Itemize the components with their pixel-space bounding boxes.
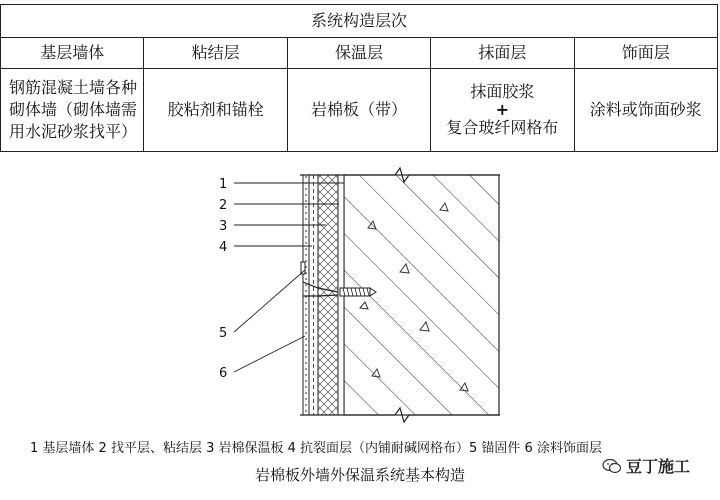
render-line-2: 复合玻纤网格布 [446, 118, 559, 137]
render-line-1: 抹面胶浆 [470, 82, 535, 101]
finish-layer [303, 175, 309, 415]
figure-title: 岩棉板外墙外保温系统基本构造 [254, 466, 465, 484]
watermark-text: 豆丁施工 [626, 457, 691, 476]
header-render-layer: 抹面层 [431, 38, 574, 69]
label-5: 5 [219, 326, 228, 341]
diagram-legend: 1 基层墙体 2 找平层、粘结层 3 岩棉保温板 4 抗裂面层（内铺耐碱网格布）5 锚固件 6 涂料饰面层 [30, 441, 602, 456]
label-4: 4 [219, 240, 228, 255]
cropped-text-line [0, 488, 720, 500]
label-3: 3 [219, 219, 228, 234]
cell-finish-layer: 涂料或饰面砂浆 [574, 69, 717, 152]
label-2: 2 [219, 198, 228, 213]
wechat-icon [602, 458, 622, 474]
cell-insulation-layer: 岩棉板（带） [287, 69, 430, 152]
header-finish-layer: 饰面层 [574, 38, 717, 69]
watermark [602, 454, 690, 477]
table-caption: 系统构造层次 [1, 5, 718, 38]
label-1: 1 [219, 177, 228, 192]
header-insulation-layer: 保温层 [287, 38, 430, 69]
label-6: 6 [219, 366, 228, 381]
header-bond-layer: 粘结层 [144, 38, 287, 69]
cell-base-wall: 钢筋混凝土墙各种砌体墙（砌体墙需用水泥砂浆找平） [1, 69, 144, 152]
header-base-wall: 基层墙体 [1, 38, 144, 69]
render-plus: + [495, 100, 510, 119]
cell-bond-layer: 胶粘剂和锚栓 [144, 69, 287, 152]
